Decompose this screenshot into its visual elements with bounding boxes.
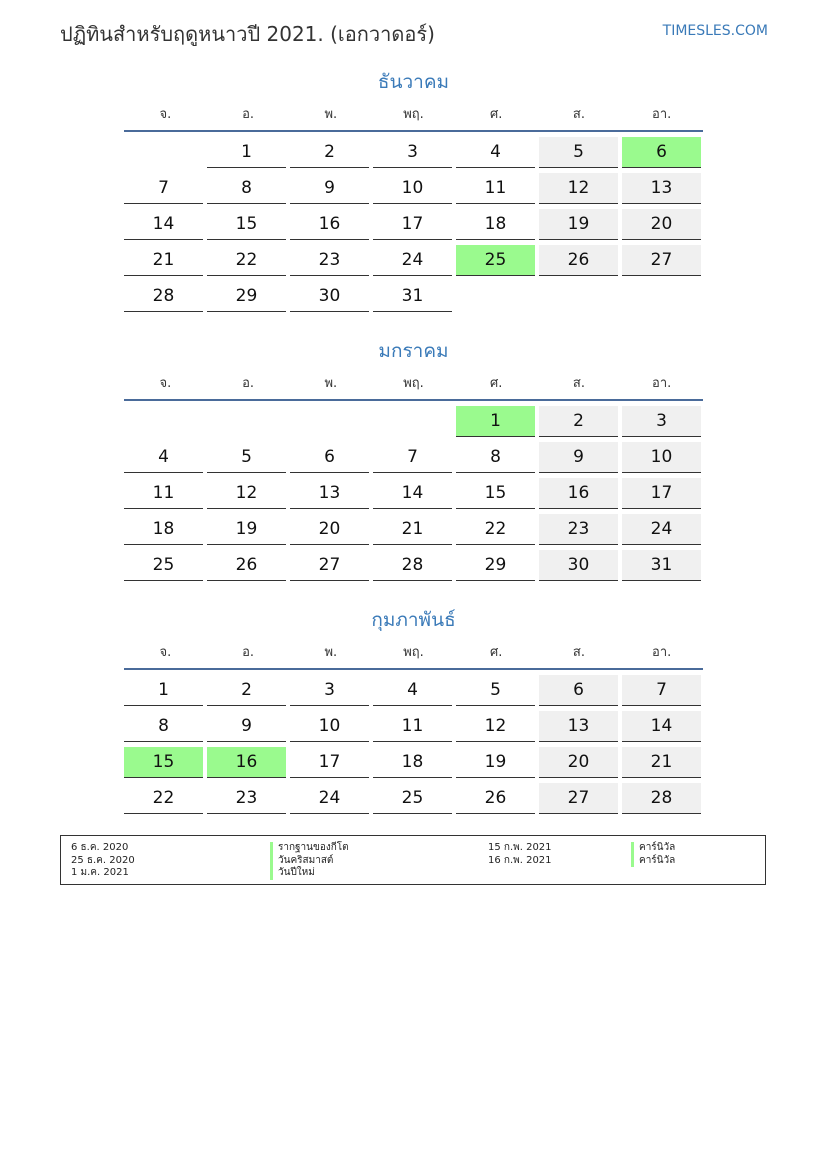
day-cell: 10: [622, 442, 701, 473]
day-cell: 17: [290, 747, 369, 778]
day-cell: 30: [539, 550, 618, 581]
weekday-label: อ.: [242, 375, 255, 391]
day-cell: 19: [539, 209, 618, 240]
weekday-label: ศ.: [490, 644, 503, 660]
legend-holiday-name: วันคริสมาสต์: [270, 855, 349, 868]
day-cell: 5: [539, 137, 618, 168]
day-cell: 18: [373, 747, 452, 778]
day-cell: 25: [373, 783, 452, 814]
day-cell: 15: [456, 478, 535, 509]
day-cell: 13: [290, 478, 369, 509]
day-cell: 8: [124, 711, 203, 742]
legend-holiday-name: คาร์นิวัล: [631, 855, 675, 868]
weekday-label: พฤ.: [403, 644, 424, 660]
day-cell: 21: [373, 514, 452, 545]
day-cell: 4: [456, 137, 535, 168]
month-december: [124, 68, 703, 312]
holiday-day-cell: 16: [207, 747, 286, 778]
day-cell: 24: [622, 514, 701, 545]
day-cell: 12: [539, 173, 618, 204]
day-cell: 27: [622, 245, 701, 276]
day-cell: 7: [124, 173, 203, 204]
legend-date: 6 ธ.ค. 2020: [71, 842, 129, 853]
weekday-label: ส.: [572, 644, 585, 660]
day-cell: 2: [539, 406, 618, 437]
month-february: [124, 606, 703, 814]
holiday-day-cell: 25: [456, 245, 535, 276]
day-cell: 7: [622, 675, 701, 706]
day-cell: 20: [539, 747, 618, 778]
day-cell: 4: [124, 442, 203, 473]
month-title: ธันวาคม: [377, 71, 450, 93]
day-cell: 2: [290, 137, 369, 168]
day-cell: 26: [539, 245, 618, 276]
day-cell: 20: [622, 209, 701, 240]
legend-date: 15 ก.พ. 2021: [488, 842, 552, 853]
legend-date: 1 ม.ค. 2021: [71, 867, 129, 878]
weekday-label: พฤ.: [403, 106, 424, 122]
day-cell: 8: [456, 442, 535, 473]
weekday-label: พ.: [324, 644, 338, 660]
header-rule: [124, 399, 703, 401]
weekday-header: [124, 96, 703, 130]
weekday-label: อ.: [242, 106, 255, 122]
day-cell: 18: [456, 209, 535, 240]
weekday-label: จ.: [159, 644, 172, 660]
site-link[interactable]: TIMESLES.COM: [662, 23, 768, 39]
day-cell: 7: [373, 442, 452, 473]
weekday-label: อ.: [242, 644, 255, 660]
day-cell: 28: [373, 550, 452, 581]
day-cell: 19: [207, 514, 286, 545]
day-cell: 13: [622, 173, 701, 204]
weekday-header: [124, 634, 703, 668]
day-cell: 31: [622, 550, 701, 581]
legend-dates-left: [71, 842, 135, 880]
day-cell: 9: [207, 711, 286, 742]
day-cell: 3: [622, 406, 701, 437]
day-cell: 11: [124, 478, 203, 509]
page-title: ปฏิทินสำหรับฤดูหนาวปี 2021. (เอกวาดอร์): [60, 22, 435, 46]
holiday-day-cell: 15: [124, 747, 203, 778]
day-cell: 20: [290, 514, 369, 545]
empty-cell: [207, 406, 286, 437]
weekday-label: จ.: [159, 106, 172, 122]
day-cell: 2: [207, 675, 286, 706]
empty-cell: [373, 406, 452, 437]
legend-names-left: [270, 842, 349, 880]
weekday-label: ส.: [572, 106, 585, 122]
day-cell: 9: [290, 173, 369, 204]
day-cell: 31: [373, 281, 452, 312]
weekday-label: พ.: [324, 375, 338, 391]
day-cell: 12: [456, 711, 535, 742]
day-cell: 8: [207, 173, 286, 204]
day-cell: 11: [456, 173, 535, 204]
day-cell: 18: [124, 514, 203, 545]
day-cell: 22: [456, 514, 535, 545]
day-cell: 30: [290, 281, 369, 312]
day-cell: 21: [124, 245, 203, 276]
empty-cell: [290, 406, 369, 437]
month-january: [124, 337, 703, 581]
weekday-label: ศ.: [490, 375, 503, 391]
day-cell: 19: [456, 747, 535, 778]
weekday-label: พ.: [324, 106, 338, 122]
day-cell: 6: [290, 442, 369, 473]
day-cell: 14: [124, 209, 203, 240]
weekday-label: พฤ.: [403, 375, 424, 391]
day-cell: 5: [207, 442, 286, 473]
holiday-legend: [60, 835, 766, 885]
day-cell: 14: [622, 711, 701, 742]
legend-holiday-name: คาร์นิวัล: [631, 842, 675, 855]
weekday-label: อา.: [652, 644, 672, 660]
header-rule: [124, 668, 703, 670]
day-cell: 3: [290, 675, 369, 706]
header-rule: [124, 130, 703, 132]
day-cell: 13: [539, 711, 618, 742]
day-cell: 6: [539, 675, 618, 706]
legend-date: 16 ก.พ. 2021: [488, 854, 552, 866]
legend-holiday-name: รากฐานของกีโต: [270, 842, 349, 855]
day-cell: 12: [207, 478, 286, 509]
day-cell: 17: [622, 478, 701, 509]
empty-cell: [124, 137, 203, 168]
day-cell: 23: [207, 783, 286, 814]
weekday-label: ศ.: [490, 106, 503, 122]
day-cell: 10: [373, 173, 452, 204]
day-cell: 28: [622, 783, 701, 814]
day-cell: 22: [124, 783, 203, 814]
day-cell: 3: [373, 137, 452, 168]
day-cell: 28: [124, 281, 203, 312]
weekday-label: อา.: [652, 375, 672, 391]
day-cell: 27: [290, 550, 369, 581]
day-cell: 5: [456, 675, 535, 706]
legend-holiday-name: วันปีใหม่: [270, 867, 349, 880]
legend-date: 25 ธ.ค. 2020: [71, 854, 135, 866]
day-cell: 17: [373, 209, 452, 240]
day-cell: 4: [373, 675, 452, 706]
day-cell: 29: [207, 281, 286, 312]
day-cell: 22: [207, 245, 286, 276]
month-title: มกราคม: [378, 340, 449, 362]
weekday-label: อา.: [652, 106, 672, 122]
day-grid: [124, 137, 703, 312]
day-cell: 14: [373, 478, 452, 509]
day-cell: 15: [207, 209, 286, 240]
holiday-day-cell: 6: [622, 137, 701, 168]
day-cell: 1: [207, 137, 286, 168]
day-cell: 1: [124, 675, 203, 706]
day-cell: 23: [290, 245, 369, 276]
day-cell: 9: [539, 442, 618, 473]
day-cell: 10: [290, 711, 369, 742]
day-cell: 25: [124, 550, 203, 581]
day-cell: 24: [373, 245, 452, 276]
day-cell: 23: [539, 514, 618, 545]
weekday-header: [124, 365, 703, 399]
day-cell: 24: [290, 783, 369, 814]
day-grid: [124, 675, 703, 814]
day-cell: 26: [456, 783, 535, 814]
weekday-label: ส.: [572, 375, 585, 391]
empty-cell: [124, 406, 203, 437]
day-grid: [124, 406, 703, 581]
day-cell: 26: [207, 550, 286, 581]
day-cell: 16: [290, 209, 369, 240]
holiday-day-cell: 1: [456, 406, 535, 437]
day-cell: 27: [539, 783, 618, 814]
day-cell: 16: [539, 478, 618, 509]
month-title: กุมภาพันธ์: [371, 609, 456, 631]
day-cell: 29: [456, 550, 535, 581]
day-cell: 11: [373, 711, 452, 742]
legend-dates-right: [488, 842, 552, 867]
day-cell: 21: [622, 747, 701, 778]
weekday-label: จ.: [159, 375, 172, 391]
legend-names-right: [631, 842, 675, 867]
